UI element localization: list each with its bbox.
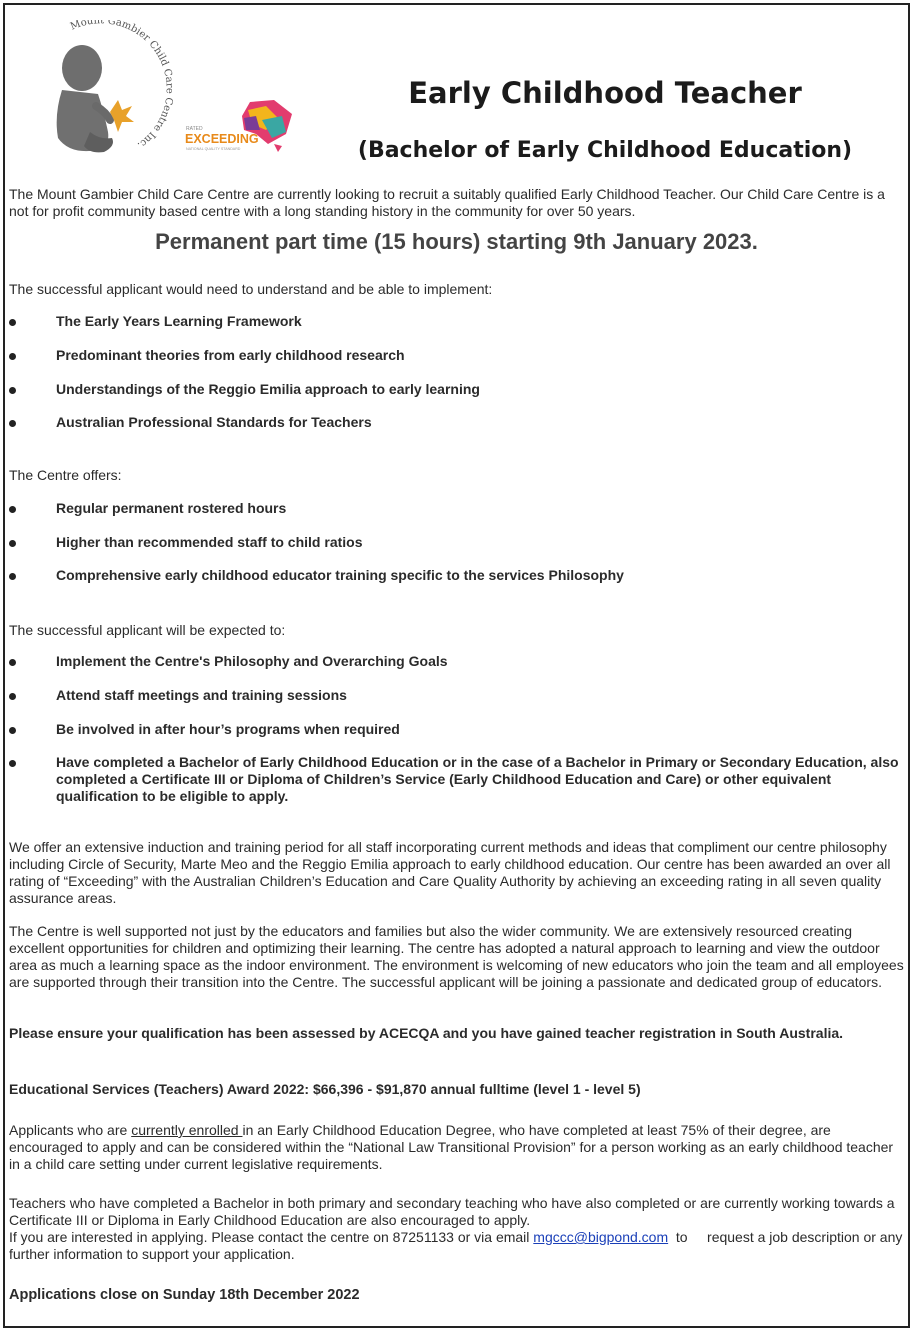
closing-date: Applications close on Sunday 18th December 2022 xyxy=(9,1287,360,1303)
contact-paragraph: If you are interested in applying. Please contact the centre on 87251133 or via email mgccc@bigpond.com to request a job description or any further information to support your application. xyxy=(9,1229,907,1262)
bullet-icon xyxy=(9,319,16,326)
bullet-icon xyxy=(9,693,16,700)
bullet-icon xyxy=(9,420,16,427)
page-subtitle: (Bachelor of Early Childhood Education) xyxy=(357,138,853,163)
section3-heading: The successful applicant will be expected to: xyxy=(9,622,286,638)
bullet-icon xyxy=(9,506,16,513)
section1-heading: The successful applicant would need to understand and be able to implement: xyxy=(9,281,493,297)
intro-paragraph: The Mount Gambier Child Care Centre are currently looking to recruit a suitably qualified Early Childhood Teacher. Our Child Care Centre is a not for profit community based centre with a long standing history in the community for over 50 years. xyxy=(9,186,885,219)
badge-exceeding-text: EXCEEDING xyxy=(185,132,259,146)
currently-enrolled-text: currently enrolled xyxy=(131,1122,243,1138)
bullet-icon xyxy=(9,573,16,580)
bullet-icon xyxy=(9,387,16,394)
child-silhouette-icon xyxy=(40,20,175,165)
position-headline: Permanent part time (15 hours) starting 9th January 2023. xyxy=(155,229,758,254)
exceeding-badge xyxy=(182,100,297,158)
logo-arc-text: Mount Gambier Child Care Centre Inc. xyxy=(68,20,175,151)
badge-rated-text: RATED xyxy=(186,126,203,132)
bullet-icon xyxy=(9,540,16,547)
nqs-map-icon xyxy=(182,100,297,158)
induction-paragraph: We offer an extensive induction and training period for all staff incorporating current methods and ideas that compliment our centre philosophy including Circle of Security, Marte Meo and the Reggio Emilia approach to early childhood education. Our centre has been awarded an over all rating of “Exceeding” with the Australian Children’s Education and Care Quality Authority by achieving an exceeding rating in all seven quality assurance areas. xyxy=(9,839,891,906)
award-line: Educational Services (Teachers) Award 2022: $66,396 - $91,870 annual fulltime (level 1 - level 5) xyxy=(9,1081,641,1097)
page-title: Early Childhood Teacher xyxy=(408,76,802,110)
bullet-icon xyxy=(9,353,16,360)
bullet-icon xyxy=(9,727,16,734)
section2-heading: The Centre offers: xyxy=(9,467,122,483)
email-link[interactable]: mgccc@bigpond.com xyxy=(533,1229,669,1245)
support-paragraph: The Centre is well supported not just by the educators and families but also the wider community. We are extensively resourced creating excellent opportunities for children and optimizing their learning. The centre has adopted a natural approach to learning and view the outdoor area as much a learning space as the indoor environment. The environment is welcoming of new educators who join the team and all employees are supported through their transition into the Centre. The successful applicant will be joining a passionate and dedicated group of educators. xyxy=(9,923,904,990)
bachelor-paragraph: Teachers who have completed a Bachelor in both primary and secondary teaching who have also completed or are currently working towards a Certificate III or Diploma in Early Childhood Education are also encouraged to apply. xyxy=(9,1195,895,1228)
badge-nqs-text: NATIONAL QUALITY STANDARD xyxy=(186,147,241,151)
acecqa-note: Please ensure your qualification has been assessed by ACECQA and you have gained teacher registration in South Australia. xyxy=(9,1025,844,1041)
bullet-icon xyxy=(9,760,16,767)
enrolled-paragraph: Applicants who are currently enrolled in an Early Childhood Education Degree, who have completed at least 75% of their degree, are encouraged to apply and can be considered within the “National Law Transitional Provision” for a person working as an early childhood teacher in a child care setting under current legislative requirements. xyxy=(9,1122,894,1172)
bullet-icon xyxy=(9,659,16,666)
centre-logo xyxy=(40,20,175,165)
